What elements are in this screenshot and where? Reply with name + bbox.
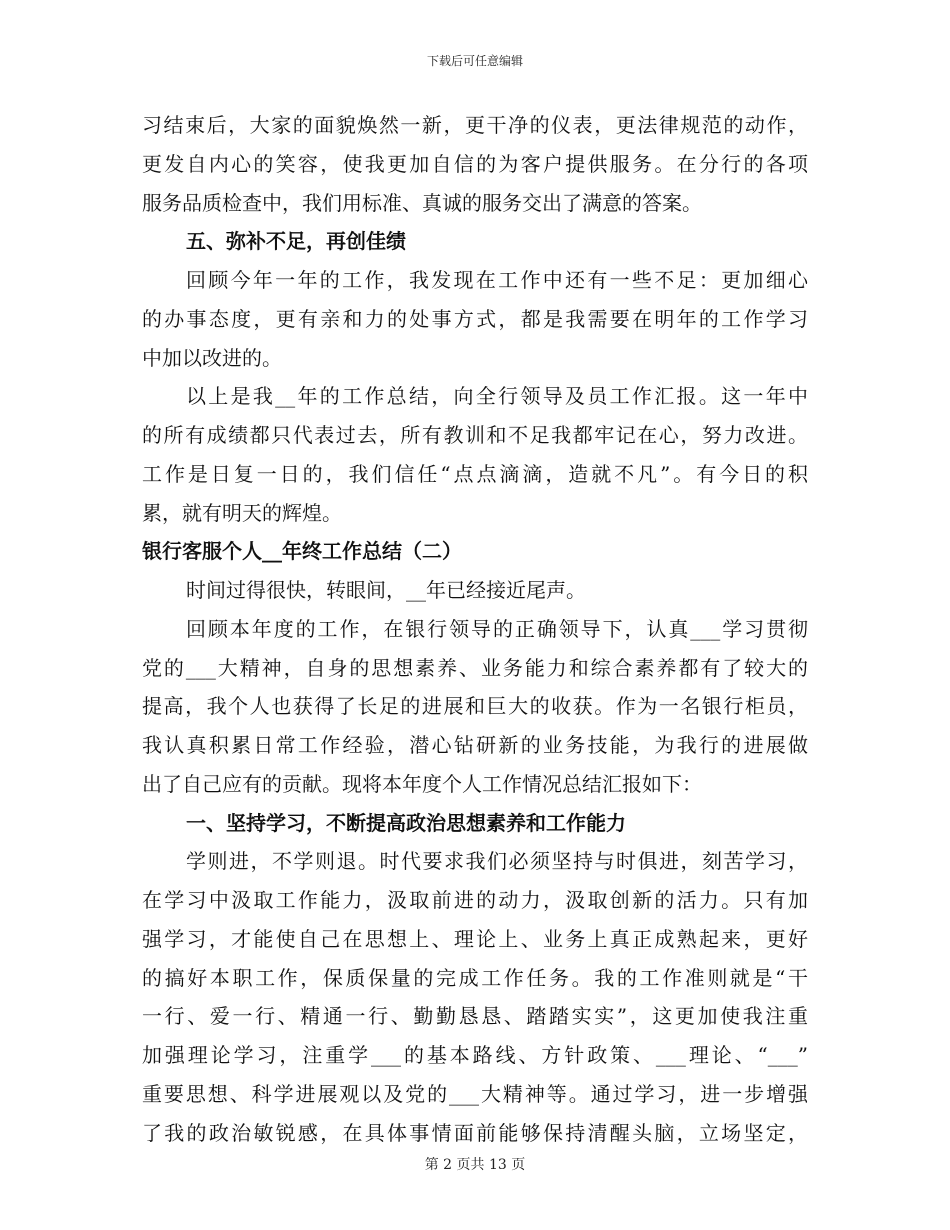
text-line: 回顾今年一年的工作，我发现在工作中还有一些不足：更加细心	[186, 268, 808, 292]
text-line: 更发自内心的笑容，使我更加自信的为客户提供服务。在分行的各项	[142, 151, 808, 176]
text-line: 学则进，不学则退。时代要求我们必须坚持与时俱进，刻苦学习，	[186, 849, 808, 874]
section-heading: 一、坚持学习，不断提高政治思想素养和工作能力	[186, 810, 626, 835]
document-body	[142, 106, 808, 1152]
page-footer: 第 2 页共 13 页	[424, 1157, 526, 1173]
text-line: 工作是日复一日的，我们信任“点点滴滴，造就不凡”。有今日的积	[142, 461, 808, 486]
text-line: 中加以改进的。	[142, 345, 282, 370]
page-header: 下载后可任意编辑	[426, 54, 523, 68]
text-line: 的搞好本职工作，保质保量的完成工作任务。我的工作准则就是“干	[142, 965, 808, 990]
text-line: 了我的政治敏锐感，在具体事情面前能够保持清醒头脑，立场坚定，	[142, 1120, 808, 1145]
text-line: 提高，我个人也获得了长足的进展和巨大的收获。作为一名银行柜员，	[142, 694, 808, 719]
text-line: 一行、爱一行、精通一行、勤勤恳恳、踏踏实实”，这更加使我注重	[142, 1004, 808, 1029]
text-line: 我认真积累日常工作经验，潜心钻研新的业务技能，为我行的进展做	[142, 733, 808, 757]
text-line: 服务品质检查中，我们用标准、真诚的服务交出了满意的答案。	[142, 190, 702, 215]
text-line: 习结束后，大家的面貌焕然一新，更干净的仪表，更法律规范的动作，	[142, 113, 808, 137]
text-line: 累，就有明天的辉煌。	[142, 500, 342, 525]
text-line: 加强理论学习，注重学___的基本路线、方针政策、___理论、“___”	[142, 1043, 808, 1067]
text-line: 强学习，才能使自己在思想上、理论上、业务上真正成熟起来，更好	[142, 926, 808, 951]
text-line: 的办事态度，更有亲和力的处事方式，都是我需要在明年的工作学习	[142, 306, 808, 331]
text-line: 党的___大精神，自身的思想素养、业务能力和综合素养都有了较大的	[142, 655, 808, 680]
text-line: 在学习中汲取工作能力，汲取前进的动力，汲取创新的活力。只有加	[142, 888, 808, 912]
text-line: 回顾本年度的工作，在银行领导的正确领导下，认真___学习贯彻	[186, 616, 808, 641]
text-line: 的所有成绩都只代表过去，所有教训和不足我都牢记在心，努力改进。	[142, 423, 808, 447]
text-line: 重要思想、科学进展观以及党的___大精神等。通过学习，进一步增强	[142, 1081, 808, 1106]
text-line: 出了自己应有的贡献。现将本年度个人工作情况总结汇报如下：	[142, 771, 702, 796]
section-heading: 五、弥补不足，再创佳绩	[186, 229, 406, 254]
text-line: 以上是我__年的工作总结，向全行领导及员工作汇报。这一年中	[186, 384, 808, 409]
document-title: 银行客服个人__年终工作总结（二）	[142, 539, 462, 564]
text-line: 时间过得很快，转眼间，__年已经接近尾声。	[186, 578, 586, 602]
